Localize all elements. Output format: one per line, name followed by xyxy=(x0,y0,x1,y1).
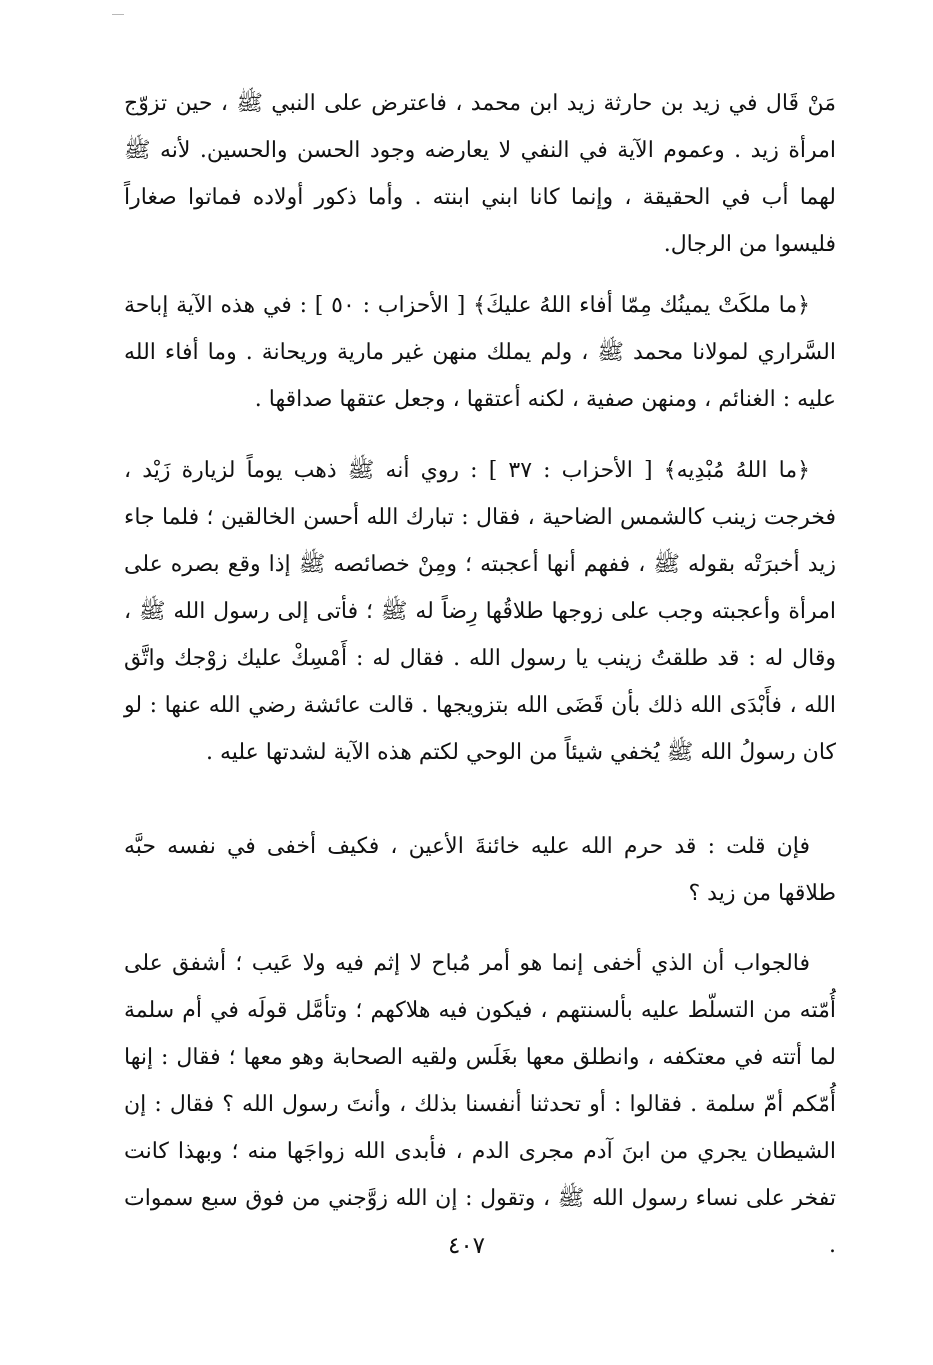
paragraph-text: ﴿ما ملكَتْ يمينُك مِمّا أفاء اللهُ عليكَ﴾ [ الأحزاب : ٥٠ ] : في هذه الآية إباحة السَّراري لمولانا محمد ﷺ ، ولم يملك منهن غير مارية وريحانة . وما أفاء الله عليه : الغنائم ، ومنهن صفية ، لكنه أعتقها ، وجعل عتقها صداقها . xyxy=(124,293,836,412)
paragraph-3 xyxy=(124,447,836,776)
paragraph-text: مَنْ قَال في زيد بن حارثة زيد ابن محمد ، فاعترض على النبي ﷺ ، حين تزوّج امرأة زيد . وعموم الآية في النفي لا يعارضه وجود الحسن والحسين. لأنه ﷺ لهما أب في الحقيقة ، وإنما كانا ابني ابنته . وأما ذكور أولاده فماتوا صغاراً فليسوا من الرجال. xyxy=(124,91,836,257)
paragraph-text: فإن قلت : قد حرم الله عليه خائنةَ الأعين ، فكيف أخفى في نفسه حبَّه طلاقها من زيد ؟ xyxy=(124,834,836,906)
page-number: ٤٠٧ xyxy=(447,1233,486,1259)
paragraph-1 xyxy=(124,80,836,268)
paragraph-text: ﴿ما اللهُ مُبْدِيه﴾ [ الأحزاب : ٣٧ ] : روي أنه ﷺ ذهب يوماً لزيارة زَيْد ، فخرجت زينب كالشمس الضاحية ، فقال : تبارك الله أحسن الخالقين ؛ فلما جاء زيد أخبرَتْه بقوله ﷺ ، ففهم أنها أعجبته ؛ ومِنْ خصائصه ﷺ إذا وقع بصره على امرأة وأعجبته وجب على زوجها طلاقُها رِضاً له ﷺ ؛ فأتى إلى رسول الله ﷺ ، وقال له : قد طلقتُ زينب يا رسول الله . فقال له : أَمْسِكْ عليك زوْجك واتَّق الله ، فأَبْدَى الله ذلك بأن قَضَى الله بتزويجها . قالت عائشة رضي الله عنها : لو كان رسولُ الله ﷺ يُخفي شيئاً من الوحي لكتم هذه الآية لشدتها عليه . xyxy=(124,458,836,765)
paragraph-2 xyxy=(124,282,836,423)
paragraph-text: فالجواب أن الذي أخفى إنما هو أمر مُباح لا إثم فيه ولا عَيب ؛ أشفق على أُمّته من التسلّط عليه بألسنتهم ، فيكون فيه هلاكهم ؛ وتأمَّل قولَه في أم سلمة لما أتته في معتكفه ، وانطلق معها بغَلَس ولقيه الصحابة وهو معها ؛ فقال : إنها أُمّكم أمّ سلمة . فقالوا : أو تحدثنا أنفسنا بذلك ، وأنتَ رسول الله ؟ فقال : إن الشيطان يجري من ابنَ آدم مجرى الدم ، فأبدى الله زواجَها منه ؛ وبهذا كانت تفخر على نساء رسول الله ﷺ ، وتقول : إن الله زوَّجني من فوق سبع سموات . xyxy=(124,951,836,1258)
corner-mark xyxy=(112,14,124,15)
paragraph-5 xyxy=(124,940,836,1269)
paragraph-4 xyxy=(124,823,836,917)
